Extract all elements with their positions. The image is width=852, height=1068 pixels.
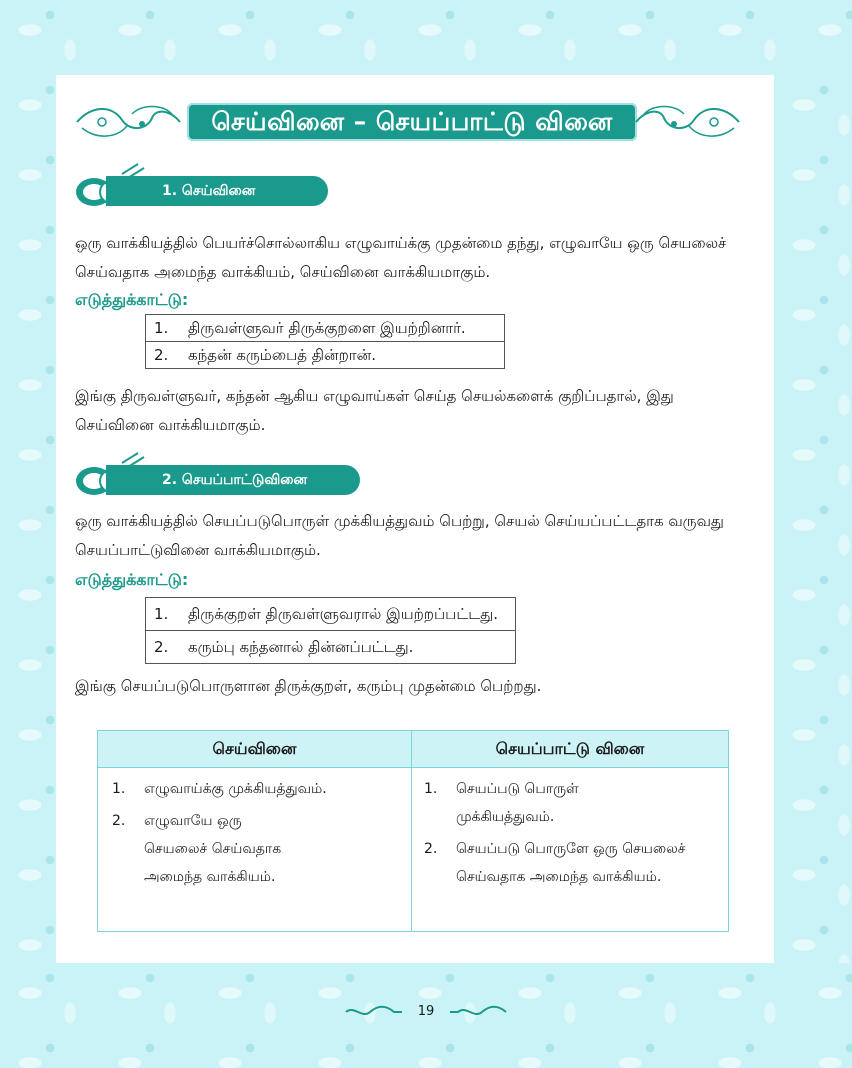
footer-right-ornament-icon <box>448 1005 508 1019</box>
section-heading-label: 1. செய்வினை <box>106 176 328 206</box>
list-item: 2. எழுவாயே ஒரு செயலைச் செய்வதாக அமைந்த வாக்கியம். <box>112 813 282 885</box>
comparison-table <box>97 730 729 932</box>
example-label: எடுத்துக்காட்டு: <box>75 570 189 589</box>
column-divider <box>411 731 412 931</box>
passive-voice-explanation: இங்கு செயப்படுபொருளான திருக்குறள், கரும்பு முதன்மை பெற்றது. <box>75 677 542 695</box>
decorative-top-border <box>0 0 852 75</box>
passive-voice-definition: ஒரு வாக்கியத்தில் செயப்படுபொருள் முக்கியத்துவம் பெற்று, செயல் செய்யப்பட்டதாக வருவது செயப்பாட்டுவினை வாக்கியமாகும். <box>75 512 724 559</box>
example-box <box>145 597 516 664</box>
example-box <box>145 314 505 369</box>
page-footer <box>0 1000 852 1024</box>
comparison-list-passive <box>414 775 710 895</box>
page-number: 19 <box>417 1004 435 1019</box>
example-row: 2. கந்தன் கரும்பைத் தின்றான். <box>154 346 376 364</box>
list-item: 1. எழுவாய்க்கு முக்கியத்துவம். <box>112 781 327 797</box>
page-title: செய்வினை – செயப்பாட்டு வினை <box>187 103 637 141</box>
left-flourish-icon <box>72 100 182 144</box>
section-heading-active-voice <box>72 174 312 206</box>
active-voice-explanation: இங்கு திருவள்ளுவர், கந்தன் ஆகிய எழுவாய்கள் செய்த செயல்களைக் குறிப்பதால், இது செய்வினை வாக்கியமாகும். <box>75 387 674 434</box>
section-heading-passive-voice <box>72 463 352 495</box>
comparison-list-active <box>102 775 392 895</box>
right-flourish-icon <box>634 100 744 144</box>
active-voice-definition: ஒரு வாக்கியத்தில் பெயர்ச்சொல்லாகிய எழுவாய்க்கு முதன்மை தந்து, எழுவாயே ஒரு செயலைச் செய்வதாக அமைந்த வாக்கியம், செய்வினை வாக்கியமாகும். <box>75 234 727 281</box>
example-row: 1. திருக்குறள் திருவள்ளுவரால் இயற்றப்பட்டது. <box>146 598 515 631</box>
decorative-left-border <box>0 75 56 963</box>
example-row: 1. திருவள்ளுவர் திருக்குறளை இயற்றினார். <box>146 315 504 342</box>
footer-left-ornament-icon <box>344 1005 404 1019</box>
comparison-header-passive: செயப்பாட்டு வினை <box>495 739 645 758</box>
list-item: 1. செயப்படு பொருள் முக்கியத்துவம். <box>424 781 579 825</box>
title-banner <box>72 100 744 144</box>
list-item: 2. செயப்படு பொருளே ஒரு செயலைச் செய்வதாக அமைந்த வாக்கியம். <box>424 841 686 885</box>
decorative-right-border <box>774 75 852 963</box>
example-label: எடுத்துக்காட்டு: <box>75 290 189 309</box>
section-heading-label: 2. செயப்பாட்டுவினை <box>106 465 360 495</box>
example-row: 2. கரும்பு கந்தனால் தின்னப்பட்டது. <box>154 638 414 656</box>
comparison-header-active: செய்வினை <box>212 739 297 758</box>
